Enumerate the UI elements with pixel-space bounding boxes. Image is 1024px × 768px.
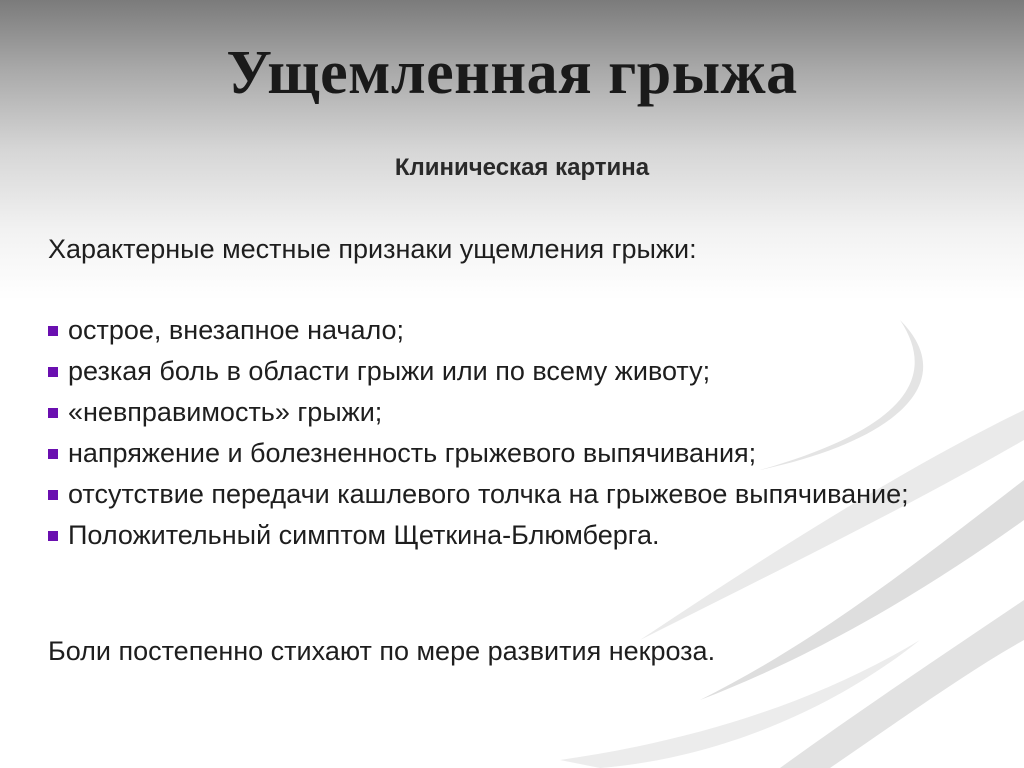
list-item (48, 357, 948, 386)
square-bullet-icon (48, 449, 58, 459)
list-item (48, 398, 948, 427)
list-item-text: резкая боль в области грыжи или по всему животу; (68, 356, 711, 386)
list-item-text: напряжение и болезненность грыжевого выпячивания; (68, 438, 757, 468)
list-item (48, 316, 948, 345)
list-item (48, 439, 948, 468)
square-bullet-icon (48, 367, 58, 377)
list-item-text: острое, внезапное начало; (68, 315, 405, 345)
intro-text: Характерные местные признаки ущемления грыжи: (48, 234, 697, 264)
list-item-text: Положительный симптом Щеткина-Блюмберга. (68, 520, 660, 550)
slide-subtitle: Клиническая картина (394, 154, 650, 181)
closing-text: Боли постепенно стихают по мере развития некроза. (48, 636, 716, 666)
list-item (48, 521, 948, 550)
square-bullet-icon (48, 408, 58, 418)
square-bullet-icon (48, 326, 58, 336)
symptom-list (48, 316, 948, 562)
list-item (48, 480, 948, 509)
list-item-text: «невправимость» грыжи; (68, 397, 383, 427)
square-bullet-icon (48, 531, 58, 541)
slide-title: Ущемленная грыжа (226, 39, 798, 107)
list-item-text: отсутствие передачи кашлевого толчка на грыжевое выпячивание; (68, 479, 909, 509)
square-bullet-icon (48, 490, 58, 500)
